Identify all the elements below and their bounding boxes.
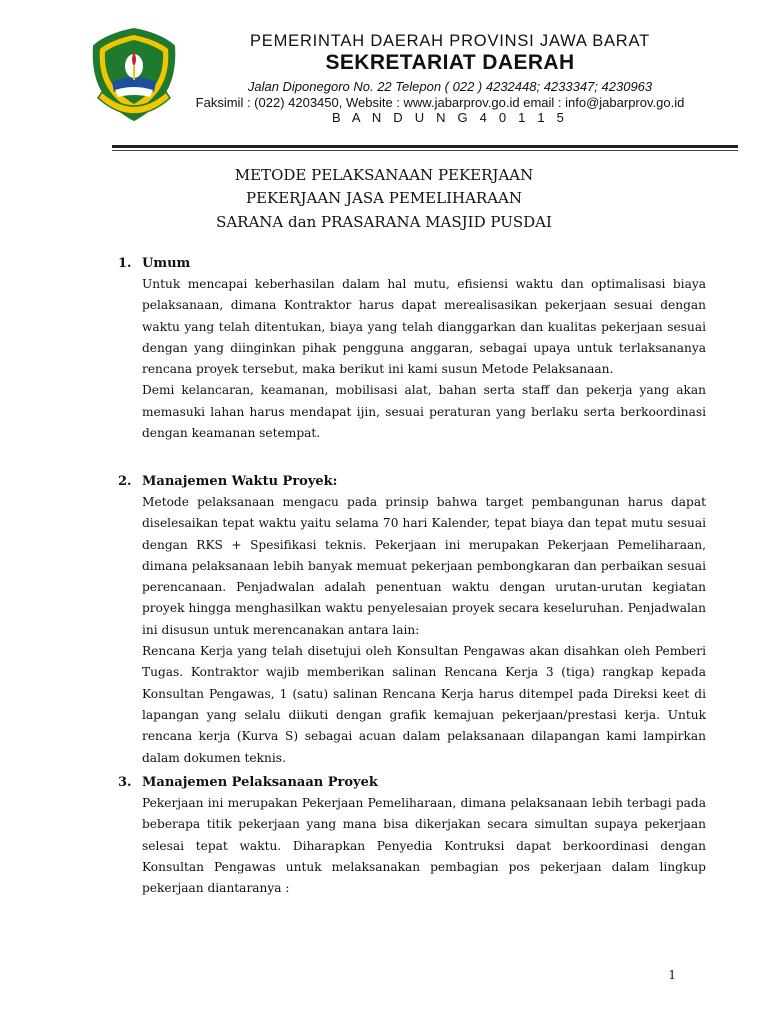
document-title-line-3: SARANA dan PRASARANA MASJID PUSDAI — [216, 213, 552, 231]
section-paragraph: Pekerjaan ini merupakan Pekerjaan Pemeliharaan, dimana pelaksanaan lebih terbagi pada beberapa titik pekerjaan yang mana bisa dikerjakan secara simultan supaya pekerjaan selesai tepat waktu. Diharapkan Penyedia Kontruksi dapat berkoordinasi dengan Konsultan Pengawas untuk melaksanakan pembagian pos pekerjaan dalam lingkup pekerjaan diantaranya : — [142, 796, 706, 896]
section-paragraph: Demi kelancaran, keamanan, mobilisasi alat, bahan serta staff dan pekerja yang akan memasuki lahan harus mendapat ijin, sesuai peraturan yang berlaku serta berkoordinasi dengan keamanan setempat. — [142, 383, 706, 441]
letterhead-government-name: PEMERINTAH DAERAH PROVINSI JAWA BARAT — [250, 32, 650, 50]
section-paragraph: Metode pelaksanaan mengacu pada prinsip bahwa target pembangunan harus dapat diselesaikan tepat waktu yaitu selama 70 hari Kalender, tepat biaya dan tepat mutu sesuai dengan RKS + Spesifikasi teknis. Pekerjaan ini merupakan Pekerjaan Pemeliharaan, dimana pelaksanaan lebih banyak memuat pekerjaan pembongkaran dan perbaikan sesuai perencanaan. Penjadwalan adalah penentuan waktu dengan urutan-urutan kegiatan proyek hingga menghasilkan waktu penyelesaian proyek secara keseluruhan. Penjadwalan ini disusun untuk merencanakan antara lain: — [142, 495, 706, 637]
document-title-line-1: METODE PELAKSANAAN PEKERJAAN — [234, 166, 534, 184]
section-number: 1. — [118, 256, 132, 271]
section-number: 3. — [118, 775, 132, 790]
letterhead-contacts: Faksimil : (022) 4203450, Website : www.jabarprov.go.id email : info@jabarprov.go.id — [195, 95, 685, 110]
section-heading — [118, 775, 706, 790]
letterhead-office-name: SEKRETARIAT DAERAH — [325, 51, 575, 74]
section-title: Manajemen Waktu Proyek: — [142, 474, 338, 489]
section-title: Umum — [142, 256, 191, 271]
document-title-line-2: PEKERJAAN JASA PEMELIHARAAN — [245, 189, 523, 207]
section-manajemen-waktu-proyek — [118, 474, 706, 769]
section-umum — [118, 256, 706, 444]
section-title: Manajemen Pelaksanaan Proyek — [142, 775, 378, 790]
section-heading — [118, 256, 706, 271]
letterhead-divider-thick — [112, 145, 738, 148]
letterhead-address: Jalan Diponegoro No. 22 Telepon ( 022 ) 4232448; 4233347; 4230963 — [247, 79, 653, 94]
section-paragraph: Rencana Kerja yang telah disetujui oleh Konsultan Pengawas akan disahkan oleh Pemberi Tugas. Kontraktor wajib memberikan salinan Rencana Kerja 3 (tiga) rangkap kepada Konsultan Pengawas, 1 (satu) salinan Rencana Kerja harus ditempel pada Direksi keet di lapangan yang selalu diikuti dengan grafik kemajuan pekerjaan/prestasi kerja. Untuk rencana kerja (Kurva S) sebagai acuan dalam pelaksanaan dilapangan kami lampirkan dalam dokumen teknis. — [142, 644, 706, 765]
section-number: 2. — [118, 474, 132, 489]
section-paragraph: Untuk mencapai keberhasilan dalam hal mutu, efisiensi waktu dan optimalisasi biaya pelaksanaan, dimana Kontraktor harus dapat merealisasikan pekerjaan sesuai dengan waktu yang telah ditentukan, biaya yang telah dianggarkan dan kualitas pekerjaan sesuai dengan yang diinginkan pihak pengguna anggaran, sebagai upaya untuk terlaksananya rencana proyek tersebut, maka berikut ini kami susun Metode Pelaksanaan. — [142, 277, 706, 377]
letterhead-divider-thin — [112, 150, 738, 151]
letterhead-city-postcode: B A N D U N G 4 0 1 1 5 — [331, 110, 569, 125]
page-number: 1 — [668, 968, 676, 982]
section-heading — [118, 474, 706, 489]
section-manajemen-pelaksanaan-proyek — [118, 775, 706, 899]
